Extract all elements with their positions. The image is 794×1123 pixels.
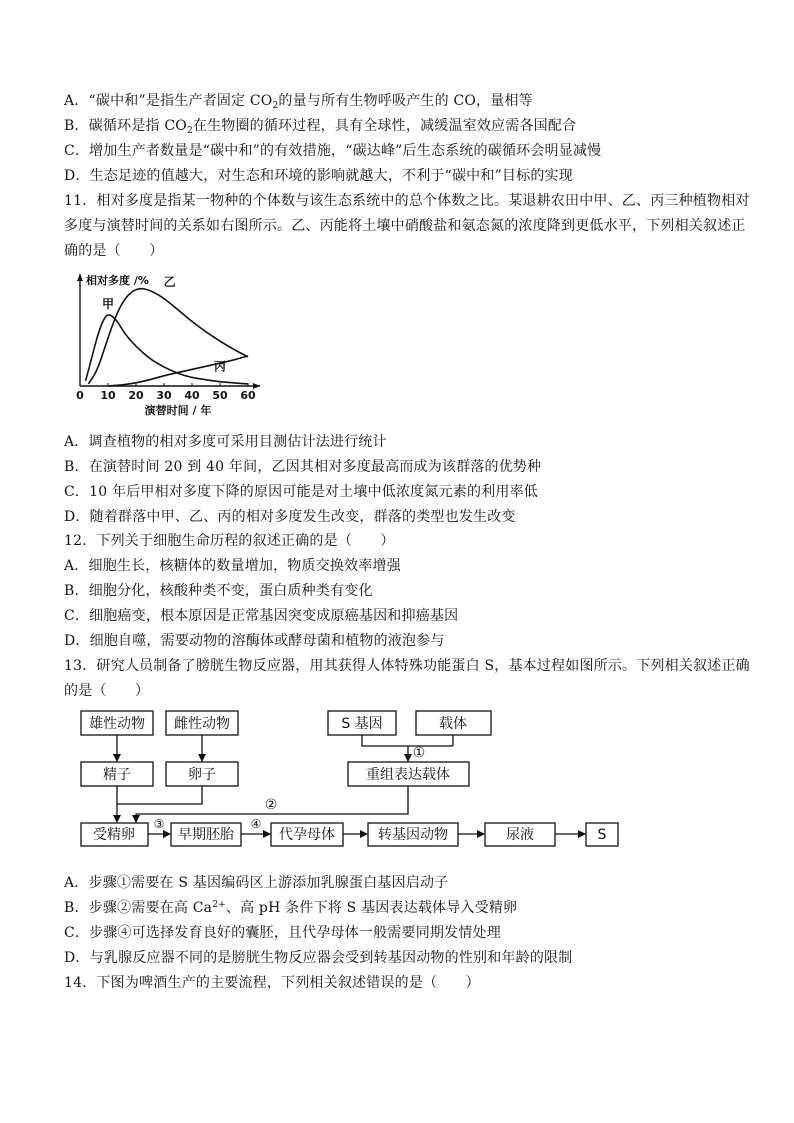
label-step-3: ③ (153, 817, 165, 831)
q11-option-d: D．随着群落中甲、乙、丙的相对多度发生改变，群落的类型也发生改变 (64, 509, 516, 525)
bioreactor-flow-diagram (72, 706, 632, 856)
label-zygote: 受精卵 (93, 827, 135, 843)
x-tick-label-20: 20 (128, 389, 144, 402)
y-axis-arrow (77, 274, 83, 281)
q10-option-c: C．增加生产者数量是“碳中和”的有效措施，“碳达峰”后生态系统的碳循环会明显减慢 (64, 143, 602, 159)
q11-option-a: A．调查植物的相对多度可采用目测估计法进行统计 (64, 434, 387, 450)
q10-option-b: B．碳循环是指 $CO_2$在生物圈的循环过程，具有全球性，减缓温室效应需各国配合 (64, 118, 577, 136)
q12-option-a: A．细胞生长，核糖体的数量增加，物质交换效率增强 (64, 558, 401, 574)
q12-option-c: C．细胞癌变，根本原因是正常基因突变成原癌基因和抑癌基因 (64, 608, 459, 624)
q11-option-c: C．10 年后甲相对多度下降的原因可能是对土壤中低浓度氮元素的利用率低 (64, 484, 538, 500)
q11-stem-line-3: 确的是（ ） (64, 243, 164, 259)
q13-option-a: A．步骤①需要在 S 基因编码区上游添加乳腺蛋白基因启动子 (64, 875, 449, 891)
connector-gene (362, 735, 453, 746)
series-label-1: 甲 (101, 297, 115, 311)
abundance-chart (66, 268, 266, 418)
series-label-3: 丙 (213, 359, 227, 374)
label-transgenic-animal: 转基因动物 (378, 827, 448, 843)
q13-option-b: B．步骤②需要在高 $Ca^{2+}$、高 pH 条件下将 S 基因表达载体导入受精卵 (64, 900, 518, 916)
label-s-gene: S 基因 (341, 716, 383, 732)
x-axis-label: 演替时间 / 年 (144, 404, 212, 417)
label-sperm: 精子 (103, 767, 131, 783)
q12-option-b: B．细胞分化，核酸种类不变，蛋白质种类有变化 (64, 583, 373, 599)
q13-stem-line-2: 的是（ ） (64, 683, 150, 699)
x-tick-label-10: 10 (100, 389, 116, 402)
chart-labels (76, 273, 256, 417)
q10-option-a: A．“碳中和”是指生产者固定 $CO_2$的量与所有生物呼吸产生的 CO，量相等 (64, 93, 533, 111)
label-male-animal: 雄性动物 (89, 716, 145, 732)
x-tick-label-40: 40 (184, 389, 200, 402)
label-step-2: ② (264, 797, 278, 813)
x-tick-label-50: 50 (212, 389, 228, 402)
series-label-2: 乙 (163, 275, 176, 290)
q14-stem: 14．下图为啤酒生产的主要流程，下列相关叙述错误的是（ ） (64, 975, 480, 991)
q13-stem-line-1: 13．研究人员制备了膀胱生物反应器，用其获得人体特殊功能蛋白 S，基本过程如图所示。下列相关叙述正确 (64, 658, 750, 674)
arrow-egg-join (117, 786, 202, 804)
q11-stem-line-2: 多度与演替时间的关系如右图所示。乙、丙能将土壤中硝酸盐和氨态氮的浓度降到更低水平，下列相关叙述正 (64, 218, 746, 234)
label-egg: 卵子 (188, 767, 216, 783)
chart-axes (77, 274, 260, 389)
x-tick-label-60: 60 (240, 389, 256, 402)
q11-stem-line-1: 11．相对多度是指某一物种的个体数与该生态系统中的总个体数之比。某退耕农田中甲、乙、丙三种植物相对 (64, 193, 750, 209)
label-early-embryo: 早期胚胎 (178, 827, 234, 843)
series-line-1 (86, 315, 248, 384)
q10-option-d: D．生态足迹的值越大，对生态和环境的影响就越大，不利于“碳中和”目标的实现 (64, 168, 573, 184)
label-recombinant-vector: 重组表达载体 (366, 767, 450, 783)
x-tick-label-0: 0 (76, 389, 84, 402)
label-female-animal: 雌性动物 (174, 716, 230, 732)
q12-option-d: D．细胞自噬，需要动物的溶酶体或酵母菌和植物的液泡参与 (64, 633, 445, 649)
x-tick-label-30: 30 (156, 389, 172, 402)
label-urine: 尿液 (506, 827, 534, 843)
label-step-1: ① (412, 745, 426, 761)
label-product-s: S (597, 827, 607, 843)
q12-stem: 12．下列关于细胞生命历程的叙述正确的是（ ） (64, 533, 395, 549)
q13-option-d: D．与乳腺反应器不同的是膀胱生物反应器会受到转基因动物的性别和年龄的限制 (64, 950, 573, 966)
label-step-4: ④ (250, 817, 262, 831)
label-surrogate: 代孕母体 (279, 827, 335, 843)
q11-option-b: B．在演替时间 20 到 40 年间，乙因其相对多度最高而成为该群落的优势种 (64, 459, 542, 475)
label-vector: 载体 (439, 716, 467, 732)
series-line-3 (108, 356, 248, 386)
y-axis-label: 相对多度 /% (86, 274, 149, 287)
q13-option-c: C．步骤④可选择发育良好的囊胚，且代孕母体一般需要同期发情处理 (64, 925, 501, 941)
